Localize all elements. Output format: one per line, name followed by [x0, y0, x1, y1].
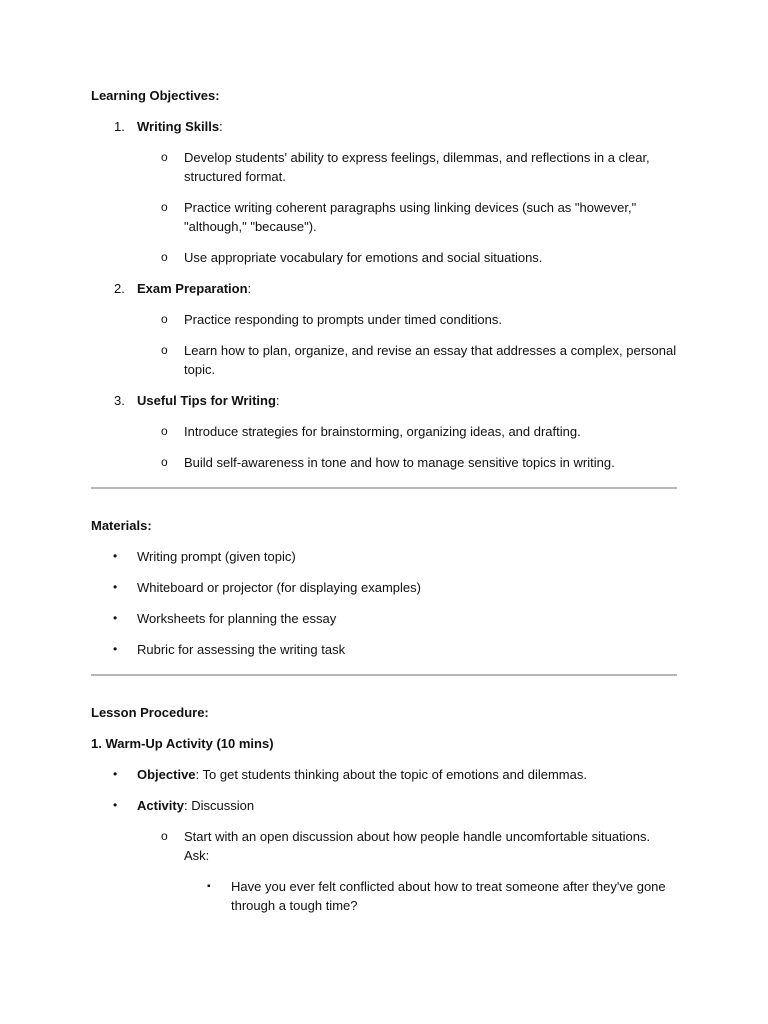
circle-bullet-icon: o: [161, 343, 168, 357]
warmup-activity-heading: 1. Warm-Up Activity (10 mins): [91, 736, 274, 751]
discussion-question-item: [91, 877, 677, 915]
objective-subitem: [91, 422, 677, 441]
materials-item: [91, 578, 677, 597]
objective-suffix: :: [219, 119, 223, 134]
document-content: [91, 86, 677, 915]
materials-item-text: Whiteboard or projector (for displaying examples): [137, 580, 421, 595]
objective-item-exam-preparation: [91, 279, 677, 298]
activity-text: : Discussion: [183, 798, 255, 813]
circle-bullet-icon: o: [161, 829, 168, 843]
objective-subitem: [91, 453, 677, 472]
square-bullet-icon: ▪: [207, 881, 211, 892]
question-text: Have you ever felt conflicted about how to treat someone after they've gone through a tough time?: [231, 879, 666, 913]
bullet-icon: •: [113, 549, 118, 563]
materials-item-text: Writing prompt (given topic): [137, 549, 296, 564]
bullet-icon: •: [113, 798, 118, 812]
lesson-procedure-heading: Lesson Procedure:: [91, 705, 209, 720]
objective-item-writing-skills: [91, 117, 677, 136]
objective-label: Useful Tips for Writing: [137, 393, 276, 408]
objective-suffix: :: [275, 393, 280, 408]
activity-subitem: [91, 827, 677, 865]
circle-bullet-icon: o: [161, 200, 168, 214]
bullet-icon: •: [113, 611, 118, 625]
list-number: 1.: [114, 119, 125, 134]
horizontal-rule: [91, 674, 677, 676]
warmup-activity-item: [91, 796, 677, 815]
circle-bullet-icon: o: [161, 250, 168, 264]
subitem-text: Start with an open discussion about how people handle uncomfortable situations. Ask:: [184, 829, 651, 863]
bullet-icon: •: [113, 580, 118, 594]
subitem-text: Build self-awareness in tone and how to manage sensitive topics in writing.: [184, 455, 615, 470]
list-number: 2.: [114, 281, 125, 296]
bullet-icon: •: [113, 642, 118, 656]
objective-item-useful-tips: [91, 391, 677, 410]
materials-item-text: Worksheets for planning the essay: [137, 611, 337, 626]
objective-label: Writing Skills: [137, 119, 220, 134]
materials-item-text: Rubric for assessing the writing task: [137, 642, 346, 657]
bullet-icon: •: [113, 767, 118, 781]
subitem-text: Develop students' ability to express feelings, dilemmas, and reflections in a clear, structured format.: [184, 150, 650, 184]
objective-text: : To get students thinking about the topic of emotions and dilemmas.: [195, 767, 587, 782]
subitem-text: Practice responding to prompts under timed conditions.: [184, 312, 502, 327]
materials-heading: Materials:: [91, 518, 152, 533]
materials-item: [91, 609, 677, 628]
subitem-text: Learn how to plan, organize, and revise an essay that addresses a complex, personal topic.: [184, 343, 677, 377]
warmup-objective-item: [91, 765, 677, 784]
horizontal-rule: [91, 487, 677, 489]
subitem-text: Use appropriate vocabulary for emotions and social situations.: [184, 250, 543, 265]
subitem-text: Introduce strategies for brainstorming, organizing ideas, and drafting.: [184, 424, 581, 439]
circle-bullet-icon: o: [161, 150, 168, 164]
objective-subitem: [91, 310, 677, 329]
objective-subitem: [91, 248, 677, 267]
objective-suffix: :: [247, 281, 252, 296]
learning-objectives-heading: Learning Objectives:: [91, 88, 220, 103]
subitem-text: Practice writing coherent paragraphs using linking devices (such as "however," "although," "because").: [184, 200, 637, 234]
objective-subitem: [91, 341, 677, 379]
materials-item: [91, 640, 677, 659]
activity-label: Activity: [137, 798, 184, 813]
list-number: 3.: [114, 393, 125, 408]
circle-bullet-icon: o: [161, 312, 168, 326]
circle-bullet-icon: o: [161, 455, 168, 469]
materials-item: [91, 547, 677, 566]
objective-subitem: [91, 148, 677, 186]
objective-label: Exam Preparation: [137, 281, 248, 296]
objective-label: Objective: [137, 767, 196, 782]
circle-bullet-icon: o: [161, 424, 168, 438]
objective-subitem: [91, 198, 677, 236]
